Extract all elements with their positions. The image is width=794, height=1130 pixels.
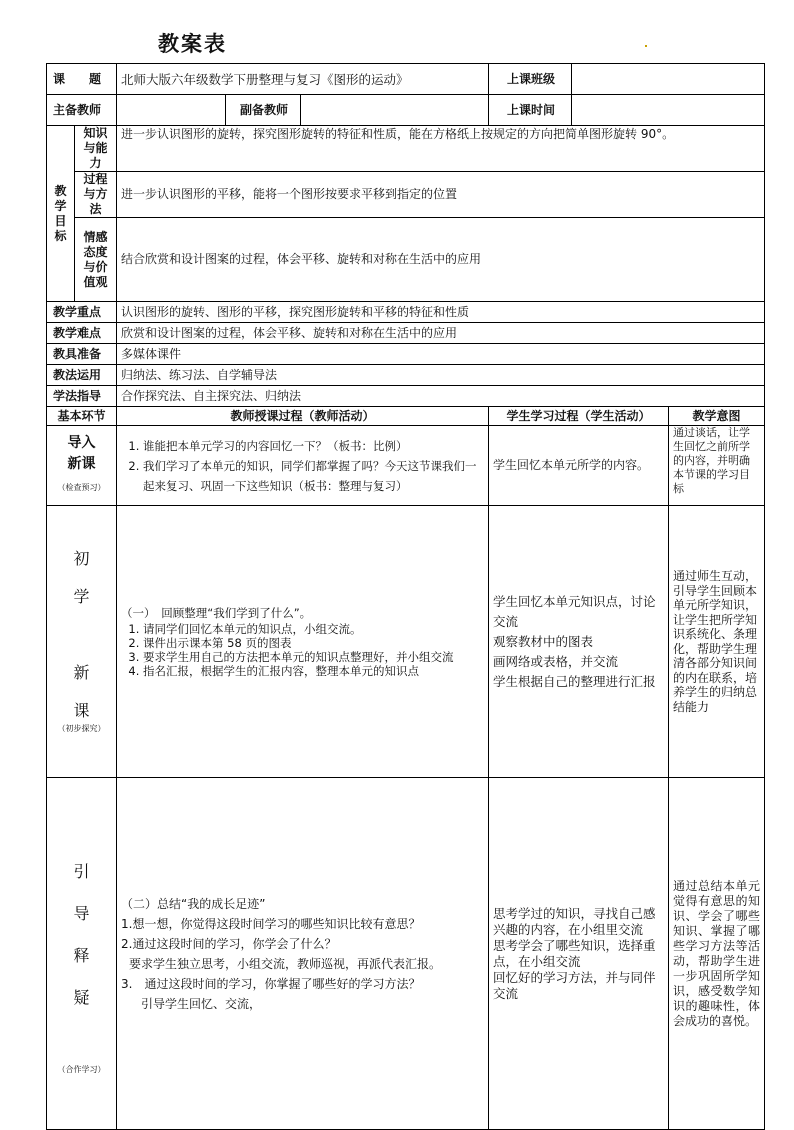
col-student-header: 学生学习过程（学生活动） — [489, 407, 669, 426]
list-item: 3. 要求学生用自己的方法把本单元的知识点整理好，并小组交流 — [143, 650, 484, 664]
main-teacher-label: 主备教师 — [47, 95, 117, 126]
process-label: 过程与方法 — [75, 172, 117, 218]
stage-guidance: 引 导 释 疑 （合作学习） — [47, 778, 117, 1130]
list-item: 1. 请同学们回忆本单元的知识点，小组交流。 — [143, 622, 484, 636]
focus-label: 教学重点 — [47, 302, 117, 323]
stage-intro: 导入 新课 （检查预习） — [47, 426, 117, 506]
process-text: 进一步认识图形的平移，能将一个图形按要求平移到指定的位置 — [117, 172, 765, 218]
assist-teacher-value[interactable] — [301, 95, 489, 126]
section-heading: （一） 回顾整理“我们学到了什么”。 — [121, 605, 312, 620]
list-item: 1.想一想，你觉得这段时间学习的哪些知识比较有意思？ — [121, 916, 421, 931]
intent-review: 通过师生互动，引导学生回顾本单元所学知识，让学生把所学知识系统化、条理化，帮助学生理清各部分知识间的内在联系，培养学生的归纳总结能力 — [669, 506, 765, 778]
focus-value: 认识图形的旋转、图形的平移，探究图形旋转和平移的特征和性质 — [117, 302, 765, 323]
list-item: 引导学生回忆、交流， — [141, 996, 262, 1011]
lesson-plan-table — [46, 63, 765, 1130]
course-label: 课 题 — [47, 64, 117, 95]
stray-mark — [645, 45, 647, 47]
objectives-label: 教 学 目 标 — [47, 126, 75, 302]
learning-method-value: 合作探究法、自主探究法、归纳法 — [117, 386, 765, 407]
list-item: 3. 通过这段时间的学习，你掌握了哪些好的学习方法？ — [121, 976, 421, 991]
difficulty-label: 教学难点 — [47, 323, 117, 344]
stage-first-learning: 初 学 新 课 （初步探究） — [47, 506, 117, 778]
student-activity-review — [489, 506, 669, 778]
teacher-activity-intro — [117, 426, 489, 506]
col-teacher-header: 教师授课过程（教师活动） — [117, 407, 489, 426]
list-item: 2.通过这段时间的学习，你学会了什么？ — [121, 936, 337, 951]
teaching-method-label: 教法运用 — [47, 365, 117, 386]
emotion-label: 情感态度与价值观 — [75, 218, 117, 302]
course-value: 北师大版六年级数学下册整理与复习《图形的运动》 — [117, 64, 489, 95]
teacher-activity-review — [117, 506, 489, 778]
list-item: 思考学过的知识，寻找自己感兴趣的内容，在小组里交流 — [493, 905, 656, 937]
list-item: 1. 谁能把本单元学习的内容回忆一下？（板书：比例） — [143, 436, 484, 456]
student-activity-summary — [489, 778, 669, 1130]
list-item: 学生根据自己的整理进行汇报 — [493, 673, 656, 689]
teacher-activity-summary — [117, 778, 489, 1130]
list-item: 观察教材中的图表 — [493, 633, 594, 649]
list-item: 回忆好的学习方法，并与同伴交流 — [493, 969, 656, 1001]
list-item: 画网络或表格，并交流 — [493, 653, 619, 669]
class-value[interactable] — [572, 64, 765, 95]
list-item: 学生回忆本单元知识点，讨论交流 — [493, 593, 656, 629]
page-title: 教案表 — [158, 32, 227, 56]
list-item: 2. 课件出示课本第 58 页的图表 — [143, 636, 484, 650]
tools-value: 多媒体课件 — [117, 344, 765, 365]
list-item: 2. 我们学习了本单元的知识，同学们都掌握了吗？今天这节课我们一起来复习、巩固一下这些知识（板书：整理与复习） — [143, 456, 484, 496]
intent-intro: 通过谈话，让学生回忆之前所学的内容，并明确本节课的学习目标 — [669, 426, 765, 506]
knowledge-label: 知识与能力 — [75, 126, 117, 172]
intent-summary: 通过总结本单元觉得有意思的知识、学会了哪些知识、掌握了哪些学习方法等活动，帮助学生进一步巩固所学知识，感受数学知识的趣味性，体会成功的喜悦。 — [669, 778, 765, 1130]
learning-method-label: 学法指导 — [47, 386, 117, 407]
tools-label: 教具准备 — [47, 344, 117, 365]
time-label: 上课时间 — [489, 95, 572, 126]
section-heading: （二）总结“我的成长足迹” — [121, 896, 266, 911]
list-item: 要求学生独立思考，小组交流，教师巡视，再派代表汇报。 — [129, 956, 442, 971]
main-teacher-value[interactable] — [117, 95, 226, 126]
teaching-method-value: 归纳法、练习法、自学辅导法 — [117, 365, 765, 386]
col-intent-header: 教学意图 — [669, 407, 765, 426]
emotion-text: 结合欣赏和设计图案的过程，体会平移、旋转和对称在生活中的应用 — [117, 218, 765, 302]
list-item: 思考学会了哪些知识，选择重点，在小组交流 — [493, 937, 656, 969]
assist-teacher-label: 副备教师 — [226, 95, 301, 126]
time-value[interactable] — [572, 95, 765, 126]
list-item: 4. 指名汇报，根据学生的汇报内容，整理本单元的知识点 — [143, 664, 484, 678]
class-label: 上课班级 — [489, 64, 572, 95]
difficulty-value: 欣赏和设计图案的过程，体会平移、旋转和对称在生活中的应用 — [117, 323, 765, 344]
col-stage-header: 基本环节 — [47, 407, 117, 426]
student-activity-intro: 学生回忆本单元所学的内容。 — [489, 426, 669, 506]
knowledge-text: 进一步认识图形的旋转，探究图形旋转的特征和性质，能在方格纸上按规定的方向把简单图形旋转 90°。 — [117, 126, 765, 172]
